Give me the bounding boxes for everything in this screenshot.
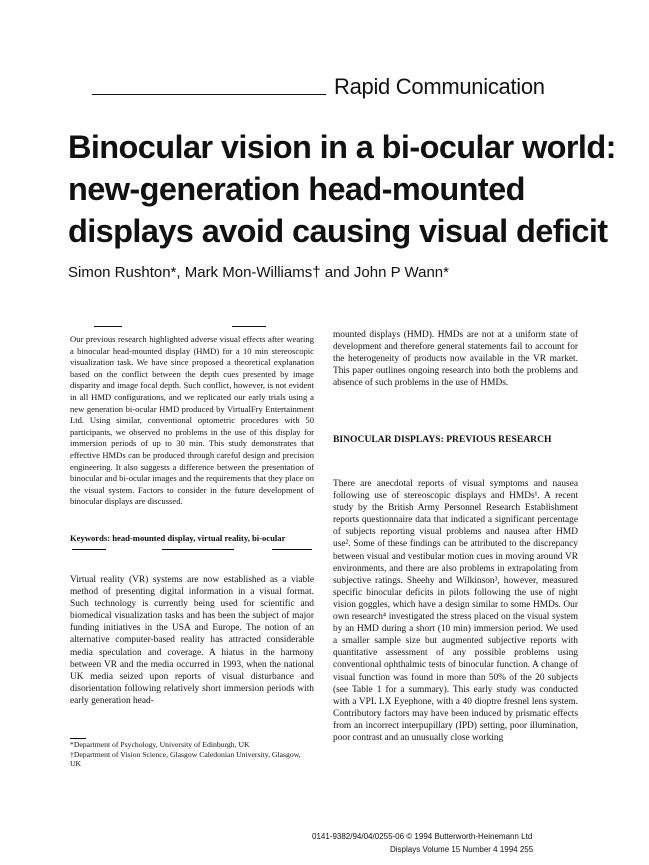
intro-paragraph: Virtual reality (VR) systems are now established as a viable method of presenting digital information in a visual format. Such technology is currently being used for scientific and biomedical visualization tasks and has been the subject of major funding initiatives in the USA and Europe. The notion of an alternative computer-based reality has attracted considerable media speculation and coverage. A hiatus in the harmony between VR and the media occurred in 1993, when the national UK media seized upon reports of visual disturbance and disorientation following relatively short immersion periods with early generation head-	[70, 575, 314, 706]
divider-rule	[72, 549, 106, 550]
journal-info: Displays Volume 15 Number 4 1994 255	[390, 845, 534, 854]
intro-paragraph: mounted displays (HMD). HMDs are not at a uniform state of development and therefore general statements fail to account for the heterogeneity of products now available in the VR market. This paper outlines ongoing research into both the problems and absence of such problems in the use of HMDs.	[333, 330, 578, 389]
title-line: displays avoid causing visual deficit	[68, 213, 608, 249]
introduction	[70, 574, 314, 707]
affiliation-note: *Department of Psychology, University of Edinburgh, UK	[70, 740, 250, 749]
keywords: Keywords: head-mounted display, virtual reality, bi-ocular	[70, 533, 286, 543]
section-body	[333, 478, 578, 744]
divider-rule	[162, 549, 234, 550]
abstract	[70, 334, 314, 508]
abstract-text: Our previous research highlighted adverse visual effects after wearing a binocular head-mounted display (HMD) for a 10 min stereoscopic visualization task. We have since proposed a theoretical explanation based on the conflict between the depth cues presented by image disparity and image focal depth. Such conflict, however, is not evident in all HMD configurations, and we replicated our early trials using a new generation bi-ocular HMD produced by VirtualFry Entertainment Ltd. Using similar, conventional optometric procedures with 50 participants, we observed no problems in the use of this display for immersion periods of up to 30 min. This study demonstrates that effective HMDs can be produced through careful design and precision engineering. It also suggests a difference between the presentation of binocular and bi-ocular images and the requirements that they place on the visual system. Factors to consider in the future development of binocular displays are discussed.	[70, 334, 314, 507]
divider-rule	[94, 326, 122, 327]
section-label: Rapid Communication	[334, 74, 545, 99]
affiliation-note: †Department of Vision Science, Glasgow Caledonian University, Glasgow, UK	[70, 749, 301, 769]
copyright-line: 0141-9382/94/04/0255-06 © 1994 Butterworth-Heinemann Ltd	[312, 832, 533, 841]
divider-rule	[272, 549, 312, 550]
author-list: Simon Rushton*, Mark Mon-Williams† and John P Wann*	[68, 264, 449, 281]
divider-rule	[232, 326, 266, 327]
paper-title	[68, 126, 616, 252]
body-paragraph: There are anecdotal reports of visual symptoms and nausea following use of stereoscopic displays and HMDs¹. A recent study by the British Army Personnel Research Establishment reports questionnaire data that indicated a significant percentage of subjects reporting visual problems and nausea after HMD use². Some of these findings can be attributed to the discrepancy between visual and vestibular motion cues in moving around VR environments, and there are also problems in extrapolating from subjective ratings. Sheehy and Wilkinson³, however, measured specific binocular deficits in pilots following the use of night vision goggles, which have a design similar to some HMDs. Our own research⁴ investigated the stress placed on the visual system by an HMD during a short (10 min) immersion period. We used a smaller sample size but augmented subjective reports with quantitative assessment of any possible problems using conventional ophthalmic tests of binocular function. A change of visual function was found in more than 50% of the 20 subjects (see Table 1 for a summary). This early study was conducted with a VPL LX Eyephone, with a 40 dioptre fresnel lens system. Contributory factors may have been induced by prismatic effects from an incorrect interpupillary (IPD) setting, poor illumination, poor contrast and an unusually close working	[333, 479, 578, 743]
footnote-rule	[70, 738, 86, 739]
title-line: Binocular vision in a bi-ocular world:	[68, 129, 616, 165]
header-rule	[92, 94, 326, 95]
affiliations	[70, 740, 310, 769]
intro-continued	[333, 329, 578, 389]
title-line: new-generation head-mounted	[68, 171, 525, 207]
section-heading: BINOCULAR DISPLAYS: PREVIOUS RESEARCH	[333, 434, 552, 445]
